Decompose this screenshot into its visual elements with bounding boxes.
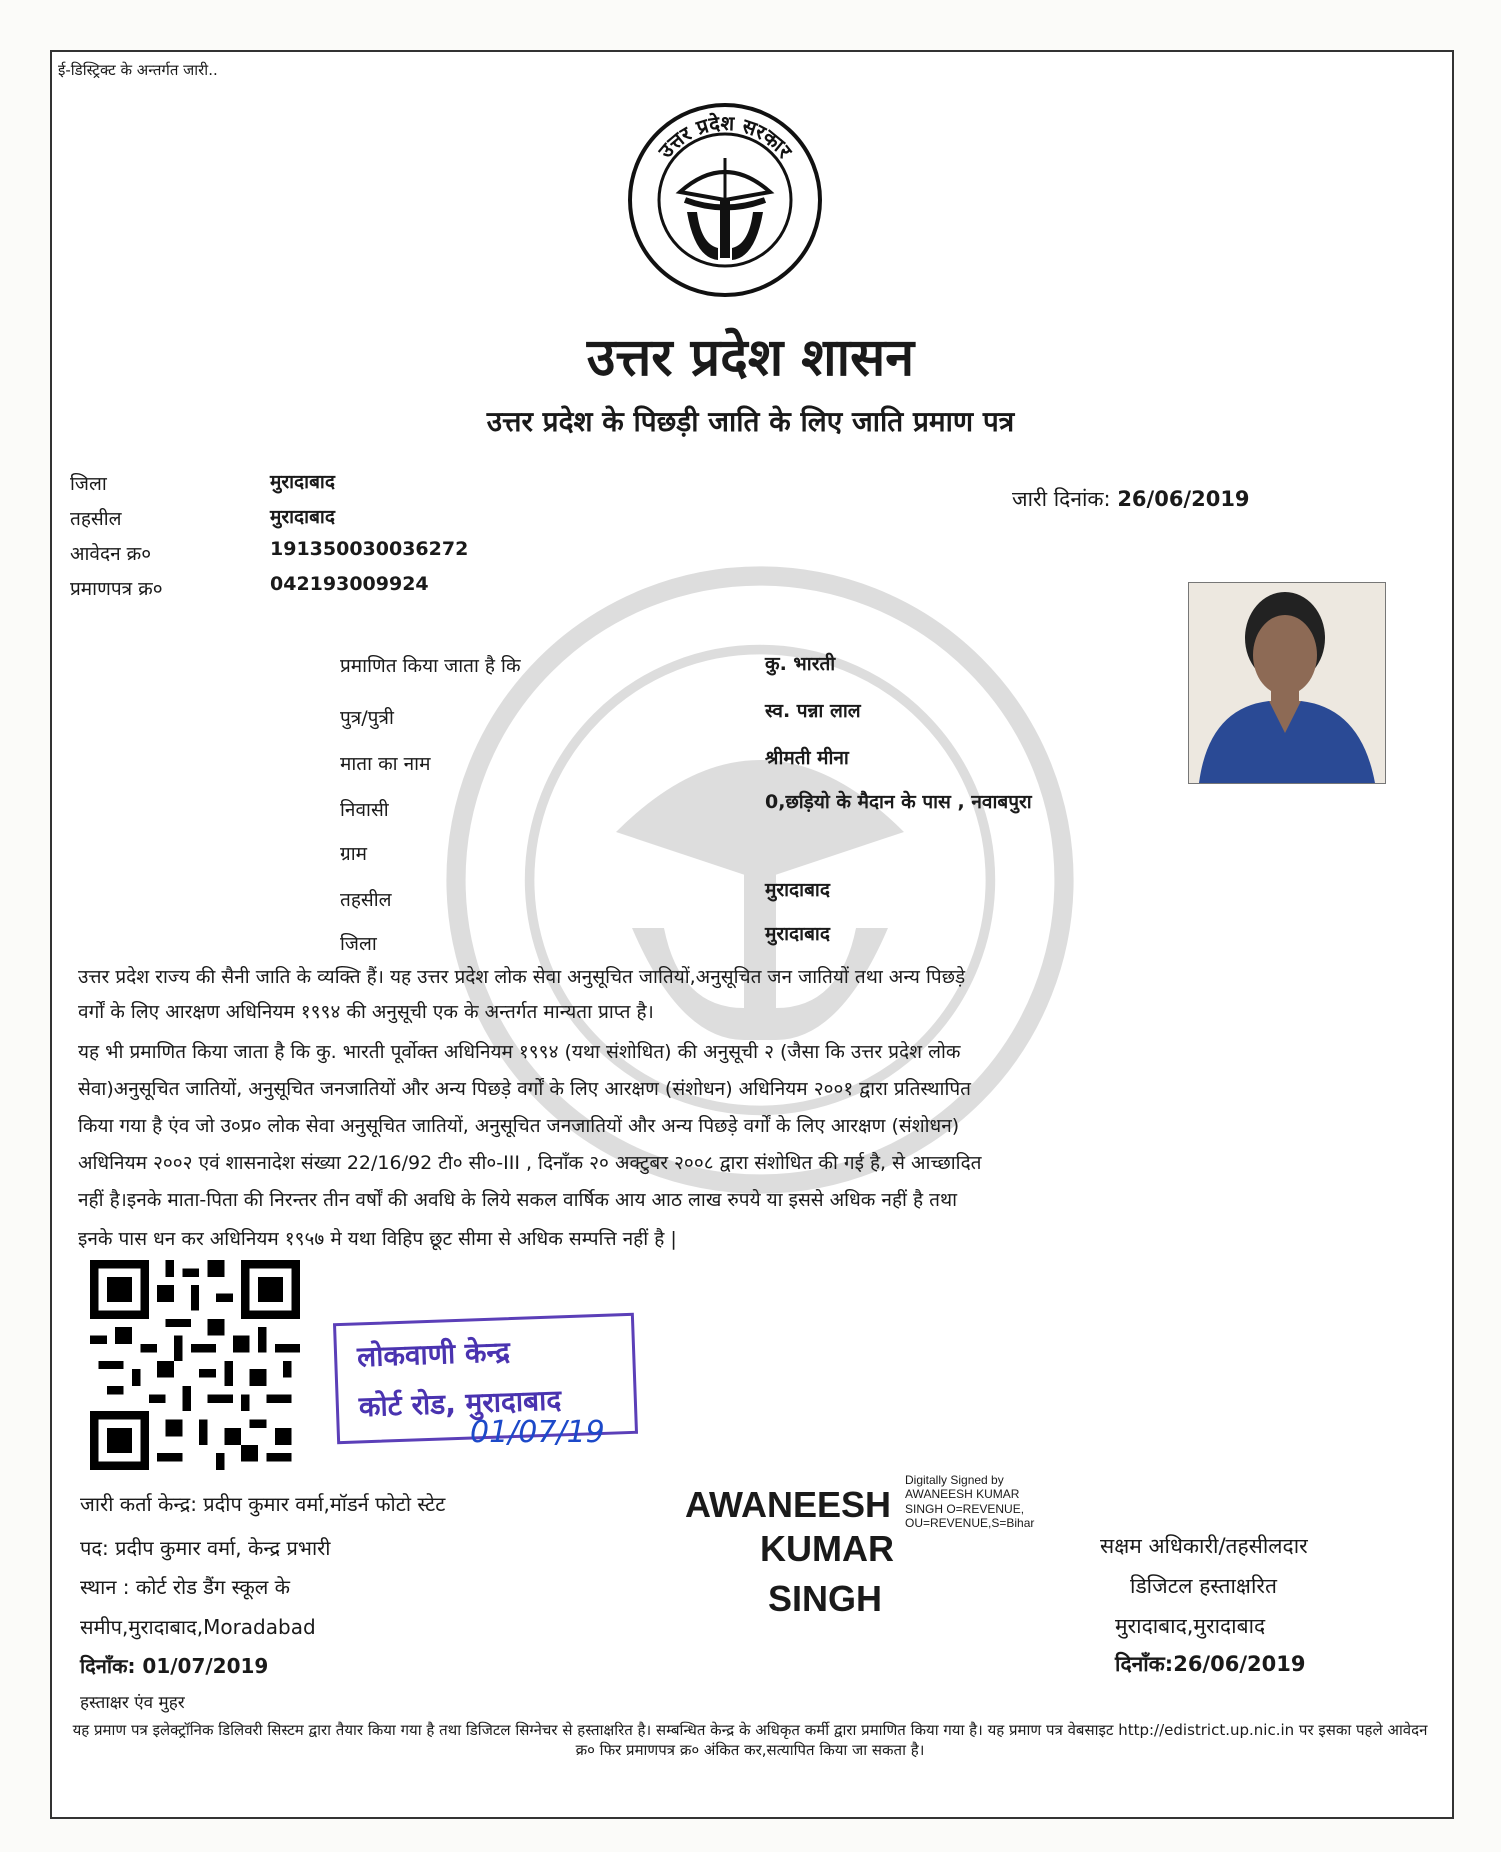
body-line-7: नहीं है।इनके माता-पिता की निरन्तर तीन वर्षों की अवधि के लिये सकल वार्षिक आय आठ लाख रुपये या इससे अधिक नहीं है तथा	[78, 1189, 958, 1211]
issuer-date: दिनाँक: 01/07/2019	[80, 1654, 269, 1678]
certified-label: प्रमाणित किया जाता है कि	[340, 655, 521, 677]
stamp-line-2: कोर्ट रोड, मुरादाबाद	[358, 1383, 562, 1424]
signer-name-1: AWANEESH	[685, 1484, 892, 1525]
qr-code[interactable]	[90, 1260, 300, 1470]
tehsil-label-2: तहसील	[340, 889, 392, 911]
issue-date-value: 26/06/2019	[1117, 487, 1250, 511]
resident-address: 0,छड़ियो के मैदान के पास , नवाबपुरा	[765, 791, 1032, 813]
applicant-photo	[1188, 582, 1386, 784]
signature-detail-2: AWANEESH KUMAR	[905, 1487, 1020, 1502]
mother-name-label: माता का नाम	[340, 753, 431, 775]
authority-date: दिनाँक:26/06/2019	[1115, 1652, 1306, 1676]
tehsil-value-2: मुरादाबाद	[765, 879, 830, 901]
body-line-8: इनके पास धन कर अधिनियम १९५७ मे यथा विहिप छूट सीमा से अधिक सम्पत्ति नहीं है |	[78, 1228, 677, 1250]
signature-detail-4: OU=REVENUE,S=Bihar	[905, 1516, 1035, 1531]
signer-name-2: KUMAR	[760, 1528, 894, 1569]
issue-date-label: जारी दिनांक:	[1012, 487, 1111, 511]
body-line-6: अधिनियम २००२ एवं शासनादेश संख्या 22/16/92 टी० सी०-III , दिनाँक २० अक्टुबर २००८ द्वारा संशोधित की गई है, से आच्छादित	[78, 1152, 982, 1174]
verification-note: यह प्रमाण पत्र इलेक्ट्रॉनिक डिलिवरी सिस्टम द्वारा तैयार किया गया है तथा डिजिटल सिग्नेचर से हस्ताक्षरित है। सम्बन्धित केन्द्र के अधिकृत कर्मी द्वारा प्रमाणित किया गया है। यह प्रमाण पत्र वेबसाइट http://edistrict.up.nic.in पर इसका पहले आवेदन क्र० फिर प्रमाणपत्र क्र० अंकित कर,सत्यापित किया जा सकता है।	[72, 1721, 1428, 1759]
body-line-5: किया गया है एंव जो उ०प्र० लोक सेवा अनुसूचित जातियों, अनुसूचित जनजातियों और अन्य पिछड़े वर्गों के लिए आरक्षण (संशोधन)	[78, 1115, 960, 1137]
issue-date	[1012, 485, 1250, 513]
district-label-2: जिला	[340, 933, 377, 955]
issuer-post: पद: प्रदीप कुमार वर्मा, केन्द्र प्रभारी	[80, 1536, 331, 1560]
issuer-place-1: स्थान : कोर्ट रोड डैंग स्कूल के	[80, 1575, 291, 1599]
body-line-2: वर्गों के लिए आरक्षण अधिनियम १९९४ की अनुसूची एक के अन्तर्गत मान्यता प्राप्त है।	[78, 1001, 654, 1023]
application-no-value: 191350030036272	[270, 538, 469, 560]
signature-detail-1: Digitally Signed by	[905, 1473, 1004, 1487]
district-value: मुरादाबाद	[270, 471, 335, 493]
mother-name: श्रीमती मीना	[765, 747, 849, 769]
signature-details	[905, 1473, 1034, 1531]
authority-signed: डिजिटल हस्ताक्षरित	[1130, 1574, 1277, 1598]
header-note: ई-डिस्ट्रिक्ट के अन्तर्गत जारी..	[58, 61, 218, 79]
village-label: ग्राम	[340, 843, 367, 865]
tehsil-value: मुरादाबाद	[270, 506, 335, 528]
tehsil-label: तहसील	[70, 508, 122, 530]
authority-title: सक्षम अधिकारी/तहसीलदार	[1100, 1534, 1308, 1558]
son-daughter-label: पुत्र/पुत्री	[340, 707, 394, 729]
svg-text:उत्तर प्रदेश सरकार: उत्तर प्रदेश सरकार	[653, 110, 797, 163]
body-line-3: यह भी प्रमाणित किया जाता है कि कु. भारती पूर्वोक्त अधिनियम १९९४ (यथा संशोधित) की अनुसूची २ (जैसा कि उत्तर प्रदेश लोक	[78, 1041, 961, 1063]
certified-name: कु. भारती	[765, 653, 836, 675]
certificate-no-label: प्रमाणपत्र क्र०	[70, 578, 163, 600]
signature-detail-3: SINGH O=REVENUE,	[905, 1501, 1025, 1516]
page-title: उत्तर प्रदेश शासन	[586, 327, 915, 388]
application-no-label: आवेदन क्र०	[70, 543, 152, 565]
district-label: जिला	[70, 473, 107, 495]
authority-place: मुरादाबाद,मुरादाबाद	[1115, 1614, 1266, 1638]
body-line-1: उत्तर प्रदेश राज्य की सैनी जाति के व्यक्ति हैं। यह उत्तर प्रदेश लोक सेवा अनुसूचित जातियों,अनुसूचित जन जातियों तथा अन्य पिछड़े	[78, 966, 966, 988]
certificate-no-value: 042193009924	[270, 573, 429, 595]
page-subtitle: उत्तर प्रदेश के पिछड़ी जाति के लिए जाति प्रमाण पत्र	[486, 405, 1015, 438]
issuing-center: जारी कर्ता केन्द्र: प्रदीप कुमार वर्मा,मॉडर्न फोटो स्टेट	[80, 1492, 446, 1516]
handwritten-date: 01/07/19	[470, 1415, 605, 1450]
body-line-4: सेवा)अनुसूचित जातियों, अनुसूचित जनजातियों और अन्य पिछड़े वर्गों के लिए आरक्षण (संशोधन) अधिनियम २००१ द्वारा प्रतिस्थापित	[78, 1078, 972, 1100]
up-government-emblem	[625, 100, 825, 300]
signer-name-3: SINGH	[768, 1578, 883, 1619]
resident-label: निवासी	[340, 799, 389, 821]
district-value-2: मुरादाबाद	[765, 923, 830, 945]
issuer-place-2: समीप,मुरादाबाद,Moradabad	[80, 1615, 316, 1639]
stamp-line-1: लोकवाणी केन्द्र	[356, 1335, 511, 1374]
issuer-sign-label: हस्ताक्षर एंव मुहर	[80, 1693, 185, 1713]
parent-name: स्व. पन्ना लाल	[765, 700, 861, 722]
emblem-watermark	[440, 560, 1080, 1200]
